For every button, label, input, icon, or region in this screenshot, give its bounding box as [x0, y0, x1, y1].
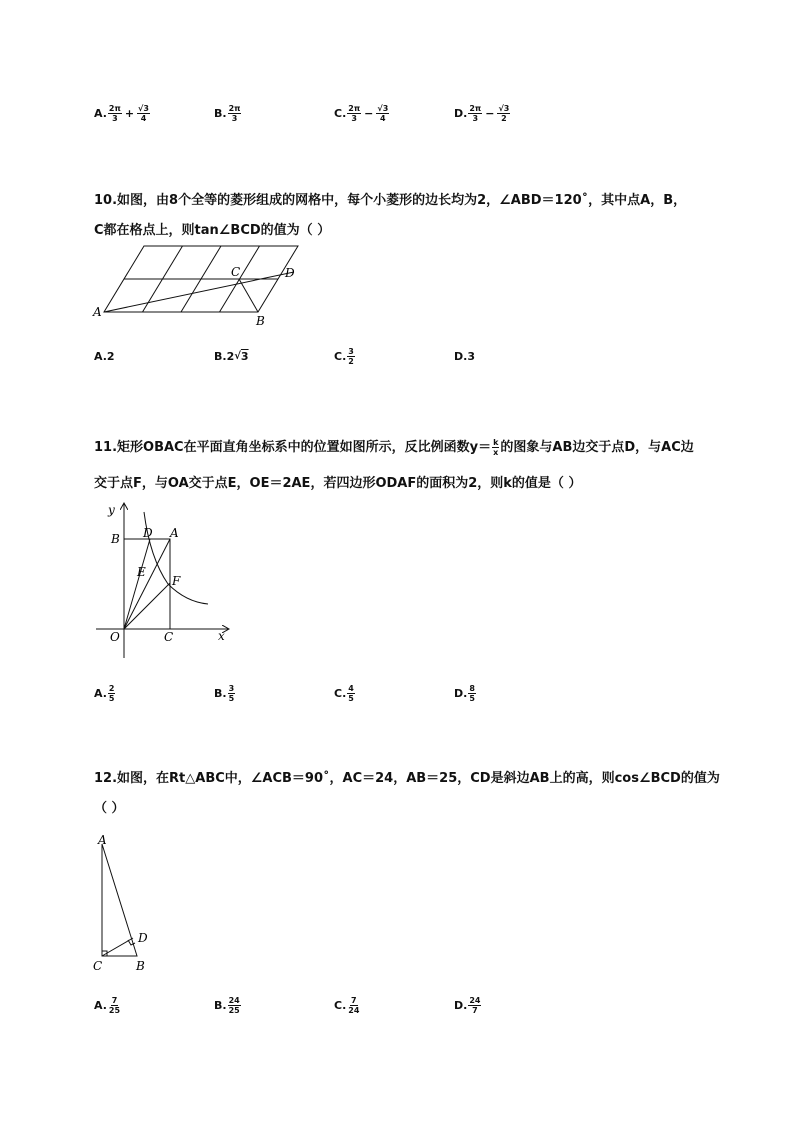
label-e: E [137, 565, 146, 579]
q12-option-c: C. $\frac{7}{24}$ [334, 996, 360, 1015]
q12-option-d: D. $\frac{24}{7}$ [454, 996, 481, 1015]
q10-text-line2: C都在格点上，则tan∠BCD的值为（ ） [94, 223, 331, 238]
q10-option-a: A. 2 [94, 350, 115, 363]
label-b: B [111, 532, 120, 546]
label-c: C [93, 959, 103, 973]
q10-option-c: C. $\frac{3}{2}$ [334, 347, 354, 366]
q11-option-d: D. $\frac{8}{5}$ [454, 684, 475, 703]
q12-text-line1: 12.如图，在Rt△ABC中，∠ACB＝90˚，AC＝24，AB＝25，CD是斜边AB上的高，则cos∠BCD的值为 [94, 771, 720, 786]
segment-ad [104, 272, 294, 312]
label-a: A [93, 305, 102, 319]
label-b: B [256, 314, 265, 328]
fraction: $\frac{k}{x}$ [493, 438, 499, 457]
q9-option-b: B. $\frac{2\pi}{3}$ [214, 104, 241, 123]
q12-option-a: A. $\frac{7}{25}$ [94, 996, 121, 1015]
q9-option-d: D. $\frac{2\pi}{3}$ − $\frac{√3}{2}$ [454, 104, 510, 123]
fraction: $\frac{2\pi}{3}$ [469, 104, 482, 123]
segment-cb [239, 279, 258, 312]
label-c: C [164, 630, 174, 644]
label-d: D [138, 931, 148, 945]
label-d: D [143, 526, 153, 540]
label-x: x [218, 629, 225, 643]
label-b: B [136, 959, 145, 973]
fraction: $\frac{2\pi}{3}$ [348, 104, 361, 123]
fraction: $\frac{2}{5}$ [108, 684, 115, 703]
label-a: A [98, 833, 107, 847]
q10-rhombus-grid-figure [88, 240, 328, 330]
q10-text-line1: 10.如图，由8个全等的菱形组成的网格中，每个小菱形的边长均为2，∠ABD＝120˚，其中点A，B， [94, 193, 687, 208]
label-d: D [285, 266, 295, 280]
q11-coordinate-figure [90, 498, 240, 663]
fraction: $\frac{8}{5}$ [469, 684, 475, 703]
q12-option-b: B. $\frac{24}{25}$ [214, 996, 240, 1015]
q11-text-line2: 交于点F，与OA交于点E，OE＝2AE，若四边形ODAF的面积为2，则k的值是（ ） [94, 476, 582, 491]
q12-text-line2: （ ） [94, 801, 125, 816]
q12-right-triangle-figure [90, 832, 160, 977]
label-o: O [110, 630, 120, 644]
label-f: F [172, 574, 181, 588]
q10-option-d: D. 3 [454, 350, 475, 363]
label-c: C [231, 265, 241, 279]
q11-option-a: A. $\frac{2}{5}$ [94, 684, 115, 703]
fraction: $\frac{2\pi}{3}$ [108, 104, 121, 123]
q9-option-a: A. $\frac{2\pi}{3}$ + $\frac{√3}{4}$ [94, 104, 149, 123]
fraction: $\frac{4}{5}$ [348, 684, 354, 703]
fraction: $\frac{3}{5}$ [228, 684, 235, 703]
q9-option-c: C. $\frac{2\pi}{3}$ − $\frac{√3}{4}$ [334, 104, 389, 123]
fraction: $\frac{7}{24}$ [348, 996, 360, 1015]
fraction: $\frac{√3}{4}$ [138, 104, 149, 123]
label-a: A [170, 526, 179, 540]
sqrt-icon: √ [234, 351, 241, 362]
fraction: $\frac{√3}{2}$ [498, 104, 510, 123]
q11-option-b: B. $\frac{3}{5}$ [214, 684, 235, 703]
fraction: $\frac{24}{25}$ [228, 996, 240, 1015]
q11-option-c: C. $\frac{4}{5}$ [334, 684, 354, 703]
fraction: $\frac{3}{2}$ [348, 347, 354, 366]
label-y: y [108, 503, 115, 517]
fraction: $\frac{√3}{4}$ [377, 104, 389, 123]
fraction: $\frac{7}{25}$ [108, 996, 121, 1015]
q11-text-line1: 11.矩形OBAC在平面直角坐标系中的位置如图所示，反比例函数 y＝ $\frac{k}{x}$ 的图象与AB边交于点D，与AC边 [94, 438, 694, 457]
q10-option-b: B. 2 √ 3 [214, 350, 249, 363]
fraction: $\frac{2\pi}{3}$ [228, 104, 241, 123]
fraction: $\frac{24}{7}$ [469, 996, 481, 1015]
segment-oa [124, 539, 170, 629]
